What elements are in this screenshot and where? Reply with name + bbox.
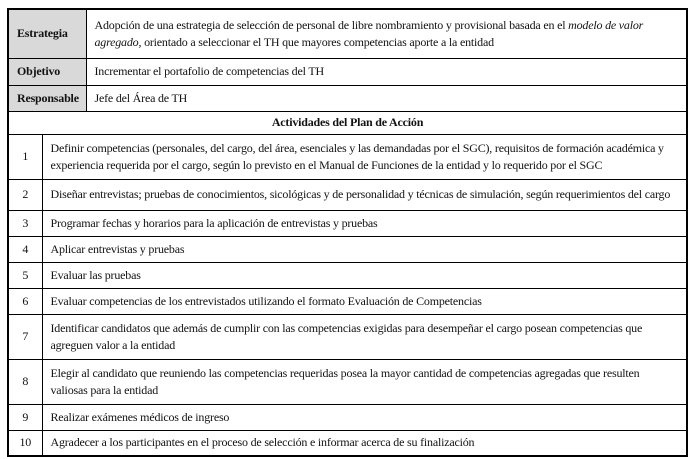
responsable-label: Responsable — [8, 85, 86, 111]
activity-text: Identificar candidatos que además de cumplir con las competencias exigidas para desempeñar el cargo posean competencias que agreguen valor a la entidad — [42, 314, 687, 359]
activity-text: Programar fechas y horarios para la aplicación de entrevistas y pruebas — [42, 210, 687, 236]
info-row-responsable — [8, 85, 687, 111]
action-plan-table — [7, 8, 688, 457]
activity-row — [8, 314, 687, 359]
activity-number: 10 — [8, 430, 42, 456]
section-header-title: Actividades del Plan de Acción — [8, 111, 687, 134]
activity-text: Realizar exámenes médicos de ingreso — [42, 404, 687, 430]
activity-text: Definir competencias (personales, del cargo, del área, esenciales y las demandadas por el SGC), requisitos de formación académica y experiencia requerida por el cargo, según lo previsto en el Manual de Funciones de la entidad y lo requerido por el SGC — [42, 134, 687, 179]
activity-number: 5 — [8, 262, 42, 288]
activity-row — [8, 288, 687, 314]
activity-number: 1 — [8, 134, 42, 179]
activity-row — [8, 236, 687, 262]
activity-row — [8, 179, 687, 210]
activity-number: 7 — [8, 314, 42, 359]
activity-number: 8 — [8, 359, 42, 404]
activity-row — [8, 262, 687, 288]
responsable-value: Jefe del Área de TH — [86, 85, 687, 111]
activity-row — [8, 359, 687, 404]
activity-text: Diseñar entrevistas; pruebas de conocimientos, sicológicas y de personalidad y técnicas de simulación, según requerimientos del cargo — [42, 179, 687, 210]
objetivo-label: Objetivo — [8, 58, 86, 85]
estrategia-value-text: Adopción de una estrategia de selección de personal de libre nombramiento y provisional basada en el — [94, 18, 569, 33]
activity-number: 3 — [8, 210, 42, 236]
activity-text: Aplicar entrevistas y pruebas — [42, 236, 687, 262]
info-row-objetivo — [8, 58, 687, 85]
info-row-estrategia — [8, 9, 687, 58]
estrategia-value-italic: modelo de valor agregado, — [94, 18, 644, 49]
activity-row — [8, 210, 687, 236]
objetivo-value: Incrementar el portafolio de competencias del TH — [86, 58, 687, 85]
activity-row — [8, 134, 687, 179]
activity-text: Evaluar competencias de los entrevistados utilizando el formato Evaluación de Competencias — [42, 288, 687, 314]
estrategia-label: Estrategia — [8, 9, 86, 58]
activity-text: Elegir al candidato que reuniendo las competencias requeridas posea la mayor cantidad de competencias agregadas que resulten valiosas para la entidad — [42, 359, 687, 404]
activity-number: 9 — [8, 404, 42, 430]
activity-text: Agradecer a los participantes en el proceso de selección e informar acerca de su finalización — [42, 430, 687, 456]
activity-number: 6 — [8, 288, 42, 314]
activity-number: 4 — [8, 236, 42, 262]
activity-number: 2 — [8, 179, 42, 210]
activity-row — [8, 404, 687, 430]
estrategia-value-tail: orientado a seleccionar el TH que mayores competencias aporte a la entidad — [141, 34, 494, 49]
activity-text: Evaluar las pruebas — [42, 262, 687, 288]
section-header-row — [8, 111, 687, 134]
activity-row — [8, 430, 687, 456]
estrategia-value — [86, 9, 687, 58]
